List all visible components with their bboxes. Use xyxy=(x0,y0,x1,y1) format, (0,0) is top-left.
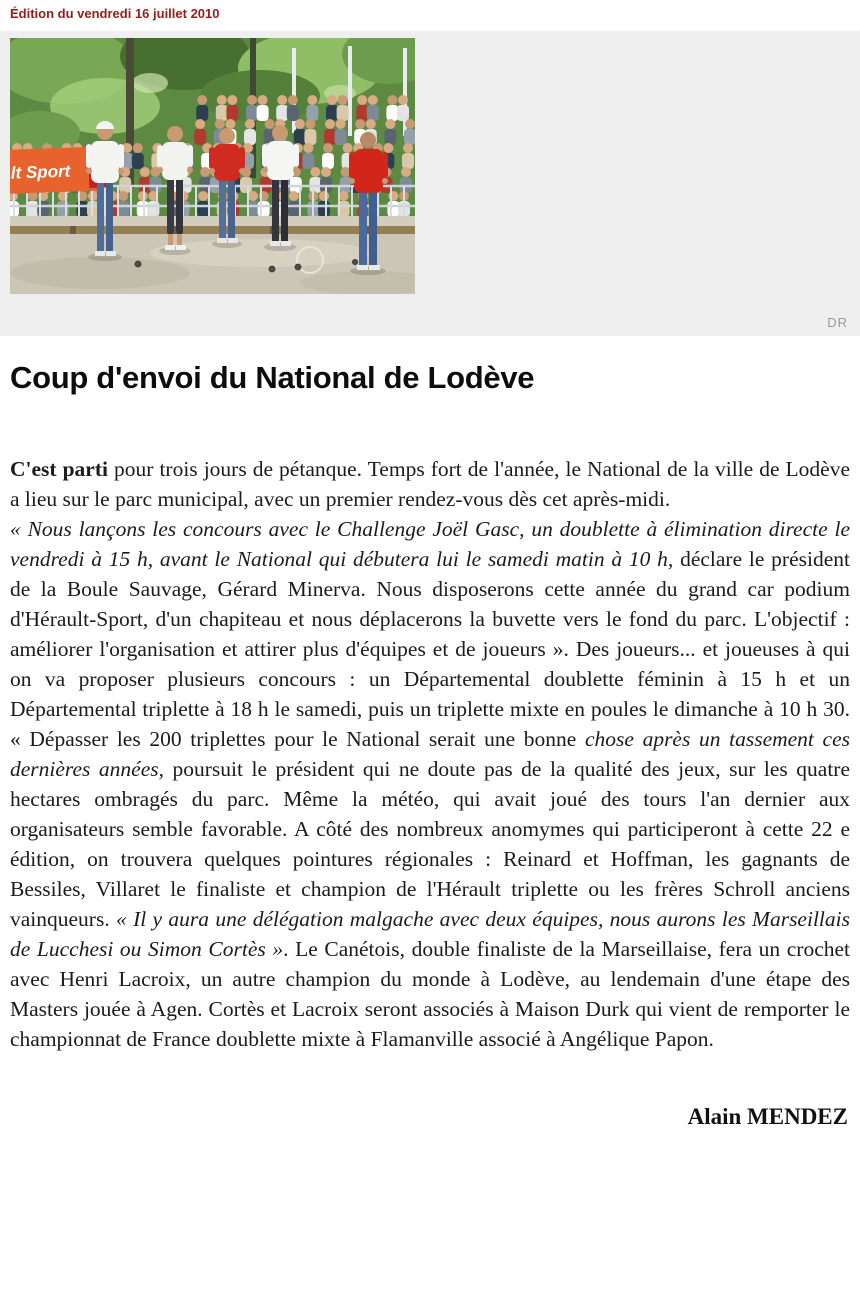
petanque-photo-illustration xyxy=(10,38,415,294)
paragraph xyxy=(10,454,850,514)
text-run: . Le Canétois, double finaliste de la Marseillaise, fera un crochet avec Henri Lacroix, un autre champion du monde à Lodève, au lendemain d'une étape des Masters jouée à Agen. Cortès et Lacroix seront associés à Maison Durk qui vient de remporter le championnat de France doublette mixte à Flamanville associé à Angélique Papon. xyxy=(10,936,850,1051)
photo-band xyxy=(0,31,860,336)
text-run: C'est parti xyxy=(10,456,108,481)
article-body xyxy=(10,454,850,1054)
petanque-photo xyxy=(10,38,415,294)
headline: Coup d'envoi du National de Lodève xyxy=(10,360,535,395)
photo-credit: DR xyxy=(827,315,848,330)
text-run: pour trois jours de pétanque. Temps fort de l'année, le National de la ville de Lodève a lieu sur le parc municipal, avec un premier rendez-vous dès cet après-midi. xyxy=(10,456,851,511)
edition-date: Édition du vendredi 16 juillet 2010 xyxy=(10,6,220,21)
paragraph xyxy=(10,514,850,1054)
byline: Alain MENDEZ xyxy=(687,1103,848,1129)
text-run: « Il y aura une délégation malgache avec deux équipes, nous aurons les Marseillais de Lucchesi ou Simon Cortès » xyxy=(10,906,850,961)
banner-text: lt Sport xyxy=(10,161,71,183)
court-ground xyxy=(10,216,415,294)
text-run: chose après un tassement ces dernières années, xyxy=(10,726,850,781)
text-run: poursuit le président qui ne doute pas de la qualité des jeux, sur les quatre hectares ombragés du parc. Même la météo, qui avait joué des tours l'an dernier aux organisateurs semble favorable. A côté des nombreux anomymes qui participeront à cette 22 e édition, on trouvera quelques pointures régionales : Reinard et Hoffman, les gagnants de Bessiles, Villaret le finaliste et champion de l'Hérault triplette ou les frères Schroll anciens vainqueurs. xyxy=(10,756,850,931)
text-run: déclare le président de la Boule Sauvage, Gérard Minerva. Nous disposerons cette année du grand car podium d'Hérault-Sport, d'un chapiteau et nous déplacerons la buvette vers le fond du parc. L'objectif : améliorer l'organisation et attirer plus d'équipes et de joueurs ». Des joueurs... et joueuses à qui on va proposer plusieurs concours : un Départemental doublette féminin à 15 h et un Départemental triplette à 18 h le samedi, puis un triplette mixte en poules le dimanche à 10 h 30. « Dépasser les 200 triplettes pour le National serait une bonne xyxy=(10,546,850,751)
text-run: « Nous lançons les concours avec le Challenge Joël Gasc, un doublette à élimination directe le vendredi à 15 h, avant le National qui débutera lui le samedi matin à 10 h, xyxy=(10,516,850,571)
